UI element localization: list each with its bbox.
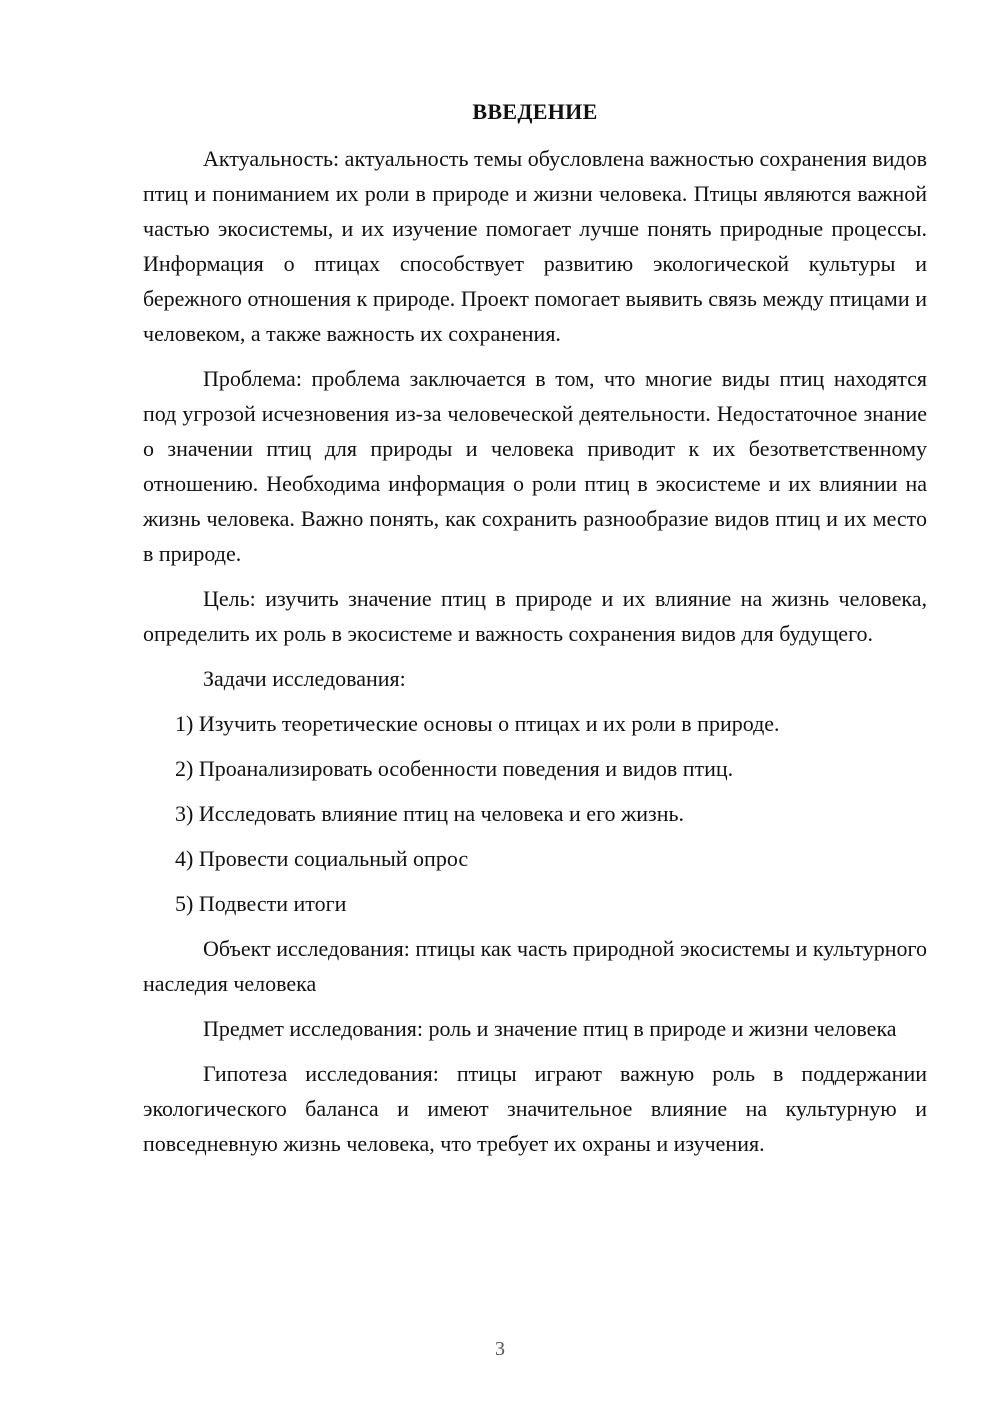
- task-item: 2) Проанализировать особенности поведения и видов птиц.: [175, 756, 734, 781]
- problem-paragraph: Проблема: проблема заключается в том, что многие виды птиц находятся под угрозой исчезновения из-за человеческой деятельности. Недостаточное знание о значении птиц для природы и человека приводит к их безответственному отношению. Необходима информация о роли птиц в экосистеме и их влиянии на жизнь человека. Важно понять, как сохранить разнообразие видов птиц и их место в природе.: [143, 366, 927, 566]
- subject-paragraph: Предмет исследования: роль и значение птиц в природе и жизни человека: [203, 1016, 897, 1041]
- hypothesis-paragraph: Гипотеза исследования: птицы играют важную роль в поддержании экологического баланса и имеют значительное влияние на культурную и повседневную жизнь человека, что требует их охраны и изучения.: [143, 1061, 927, 1156]
- tasks-heading: Задачи исследования:: [203, 666, 406, 691]
- goal-paragraph: Цель: изучить значение птиц в природе и их влияние на жизнь человека, определить их роль в экосистеме и важность сохранения видов для будущего.: [143, 586, 927, 646]
- section-title: ВВЕДЕНИЕ: [472, 99, 598, 124]
- task-item: 1) Изучить теоретические основы о птицах и их роли в природе.: [175, 711, 780, 736]
- relevance-paragraph: Актуальность: актуальность темы обусловлена важностью сохранения видов птиц и пониманием их роли в природе и жизни человека. Птицы являются важной частью экосистемы, и их изучение помогает лучше понять природные процессы. Информация о птицах способствует развитию экологической культуры и бережного отношения к природе. Проект помогает выявить связь между птицами и человеком, а также важность их сохранения.: [143, 146, 927, 346]
- task-list: [143, 706, 927, 921]
- page-number: 3: [495, 1338, 505, 1360]
- task-item: 5) Подвести итоги: [175, 891, 347, 916]
- task-item: 4) Провести социальный опрос: [175, 846, 469, 871]
- object-paragraph: Объект исследования: птицы как часть природной экосистемы и культурного наследия человека: [143, 936, 927, 996]
- page-content: [143, 94, 927, 1171]
- task-item: 3) Исследовать влияние птиц на человека и его жизнь.: [175, 801, 685, 826]
